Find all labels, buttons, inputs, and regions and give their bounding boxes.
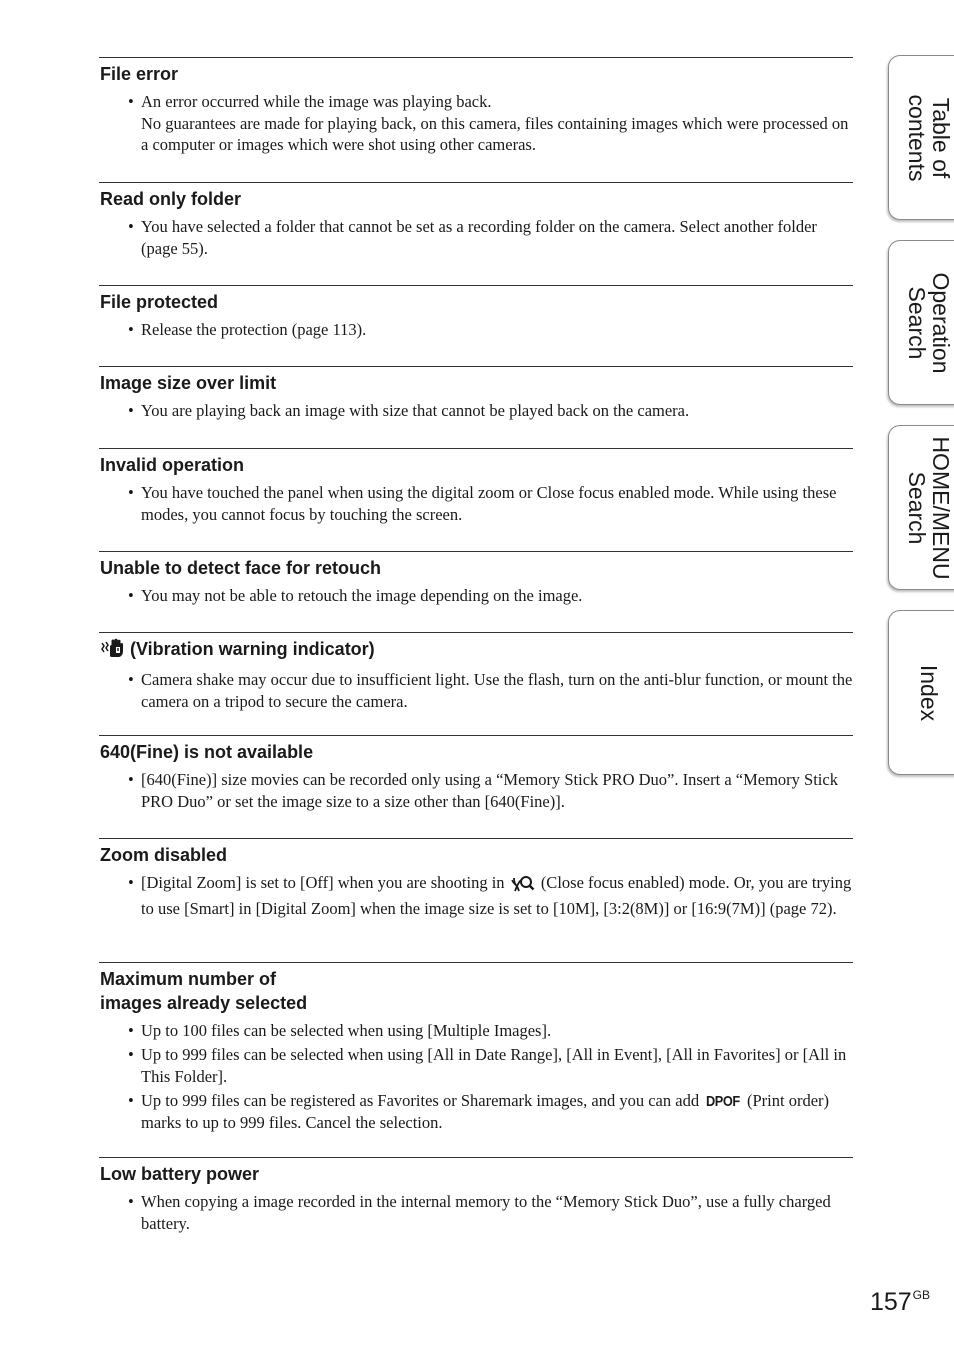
section-heading-row: [100, 637, 853, 664]
bullet-item: • You may not be able to retouch the image depending on the image.: [99, 585, 853, 607]
section-unable-to-detect-face: [99, 551, 853, 609]
section-zoom-disabled: [99, 838, 853, 922]
section-read-only-folder: [99, 182, 853, 262]
bullet-item: • When copying a image recorded in the internal memory to the “Memory Stick Duo”, use a fully charged battery.: [99, 1191, 853, 1234]
bullet-item: • You have selected a folder that cannot be set as a recording folder on the camera. Select another folder (page 55).: [99, 216, 853, 259]
bullet-text: (Print order) marks to up to 999 files. Cancel the selection.: [141, 1090, 830, 1132]
bullet-item: [99, 1090, 853, 1134]
section-heading: Read only folder: [100, 189, 242, 209]
bullet-list: [99, 1020, 853, 1134]
bullet-list: [99, 319, 853, 341]
bullet-list: [99, 400, 853, 422]
bullet-item: • Up to 999 files can be selected when using [All in Date Range], [All in Event], [All in Favorites] or [All in This Folder].: [99, 1044, 853, 1087]
bullet-list: [99, 769, 853, 812]
bullet-text: (Close focus enabled) mode. Or, you are trying to use [Smart] in [Digital Zoom] when the image size is set to [10M], [3:2(8M)] or [16:9(7M)] (page 72).: [141, 873, 852, 918]
bullet-item: • An error occurred while the image was playing back. No guarantees are made for playing back, on this camera, files containing images which were processed on a computer or images which were shot using other cameras.: [99, 91, 853, 156]
tab-operation-search[interactable]: [888, 240, 954, 405]
dpof-mark-icon: DPOF: [706, 1092, 740, 1110]
section-heading: File protected: [100, 292, 219, 312]
bullet-item: • You have touched the panel when using the digital zoom or Close focus enabled mode. While using these modes, you cannot focus by touching the screen.: [99, 482, 853, 525]
section-heading: Unable to detect face for retouch: [100, 558, 382, 578]
page-number-value: 157: [869, 1288, 912, 1316]
bullet-text: Up to 999 files can be registered as Favorites or Sharemark images, and you can add: [141, 1090, 700, 1110]
section-heading: Maximum number of images already selected: [100, 969, 308, 1013]
bullet-list: [99, 585, 853, 607]
section-640-fine: [99, 735, 853, 815]
bullet-list: [99, 669, 853, 712]
bullet-item: • Release the protection (page 113).: [99, 319, 853, 341]
tab-label: HOME/MENU Search: [904, 435, 954, 580]
section-file-protected: [99, 285, 853, 343]
section-heading: Zoom disabled: [100, 845, 228, 865]
section-heading: Invalid operation: [100, 455, 245, 475]
section-maximum-number: [99, 962, 853, 1136]
section-heading: File error: [100, 64, 179, 84]
bullet-list: [99, 872, 853, 919]
section-vibration-warning: [99, 632, 853, 715]
bullet-item: • Up to 100 files can be selected when using [Multiple Images].: [99, 1020, 853, 1042]
tab-label: Table of contents: [904, 94, 954, 181]
section-image-size-over-limit: [99, 366, 853, 424]
bullet-list: [99, 482, 853, 525]
section-heading: Image size over limit: [100, 373, 277, 393]
tab-table-of-contents[interactable]: [888, 55, 954, 220]
section-low-battery: [99, 1157, 853, 1237]
page-number-suffix: GB: [912, 1288, 930, 1302]
bullet-item: [99, 872, 853, 919]
bullet-list: [99, 216, 853, 259]
bullet-item: • Camera shake may occur due to insufficient light. Use the flash, turn on the anti-blur function, or mount the camera on a tripod to secure the camera.: [99, 669, 853, 712]
section-heading: 640(Fine) is not available: [100, 742, 314, 762]
section-heading: (Vibration warning indicator): [130, 639, 375, 659]
section-file-error: [99, 57, 853, 158]
bullet-item: • You are playing back an image with size that cannot be played back on the camera.: [99, 400, 853, 422]
tab-home-menu-search[interactable]: [888, 425, 954, 590]
section-heading: Low battery power: [100, 1164, 260, 1184]
bullet-text: [Digital Zoom] is set to [Off] when you are shooting in: [141, 873, 505, 892]
page-number: [870, 1288, 930, 1317]
tab-label: Index: [916, 664, 942, 721]
bullet-item: • [640(Fine)] size movies can be recorded only using a “Memory Stick PRO Duo”. Insert a “Memory Stick PRO Duo” or set the image size to a size other than [640(Fine)].: [99, 769, 853, 812]
vibration-warning-icon: [100, 638, 126, 664]
bullet-list: [99, 91, 853, 156]
tab-label: Operation Search: [904, 271, 954, 374]
bullet-list: [99, 1191, 853, 1234]
section-invalid-operation: [99, 448, 853, 528]
close-focus-icon: [511, 874, 535, 898]
tab-index[interactable]: [888, 610, 954, 775]
